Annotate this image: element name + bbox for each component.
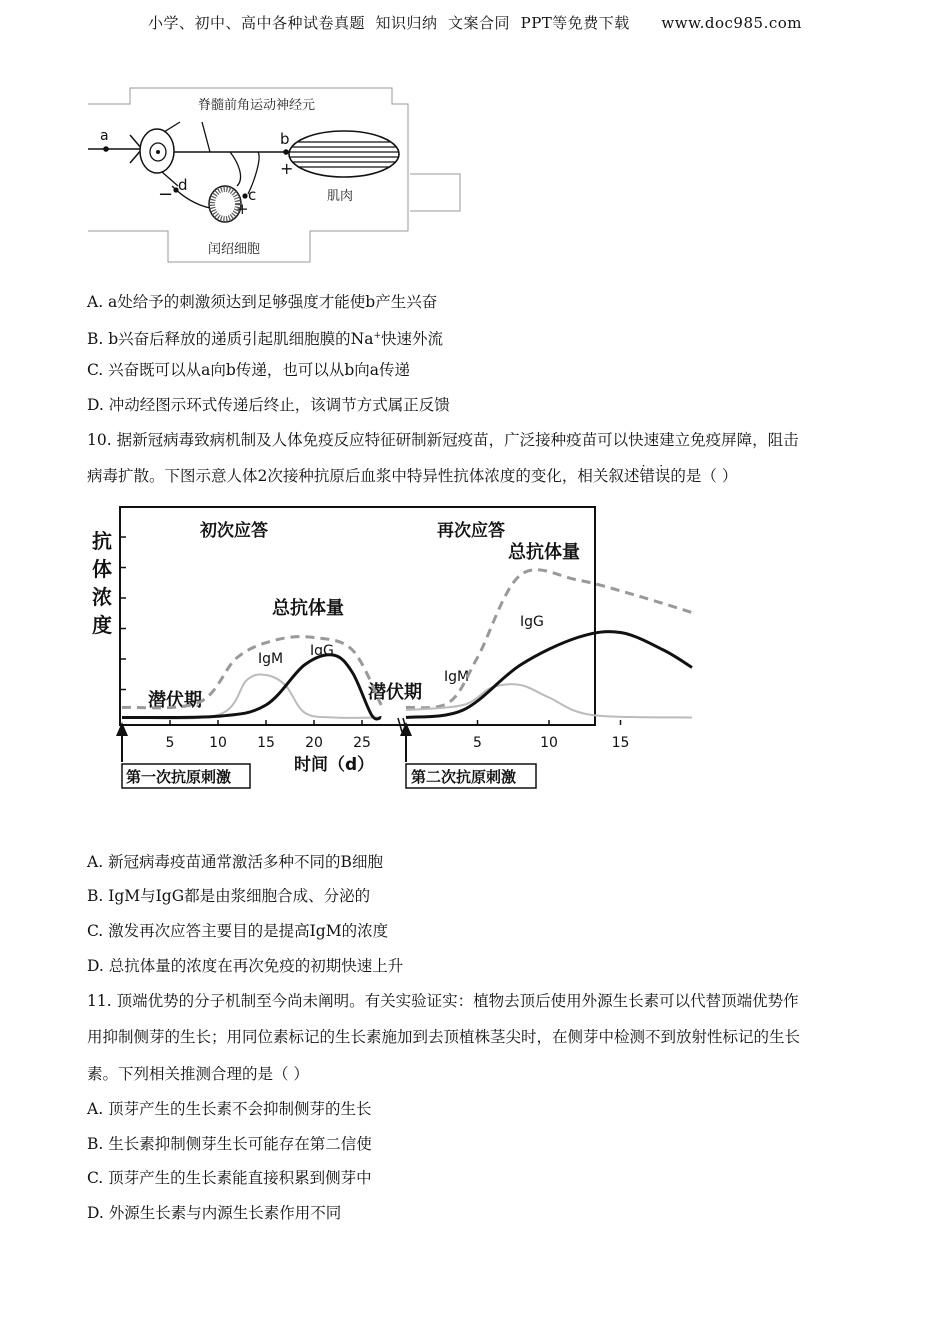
q9-option-c: C. 兴奋既可以从a向b传递，也可以从b向a传递 <box>87 361 410 379</box>
igm-line-secondary <box>406 684 692 717</box>
label-b: b <box>280 130 290 148</box>
total-antibody-line-secondary <box>406 570 692 708</box>
total-label-primary: 总抗体量 <box>272 598 344 619</box>
q10-option-d: D. 总抗体量的浓度在再次免疫的初期快速上升 <box>87 957 404 975</box>
second-stimulus-label: 第二次抗原刺激 <box>411 768 517 786</box>
label-a: a <box>100 128 109 144</box>
y-label-1: 抗 <box>92 529 112 553</box>
total-label-secondary: 总抗体量 <box>508 542 580 563</box>
y-label-3: 浓 <box>92 585 112 609</box>
latent-label-secondary: 潜伏期 <box>368 682 422 703</box>
x-first-tick-label: 10 <box>209 735 227 751</box>
emphasis-wrong: 错误 · · <box>639 467 670 485</box>
q10-stem-line1: 10. 据新冠病毒致病机制及人体免疫反应特征研制新冠疫苗，广泛接种疫苗可以快速建立免疫屏障，阻击 <box>87 431 799 449</box>
first-stimulus-label: 第一次抗原刺激 <box>126 768 232 786</box>
page-header: 小学、初中、高中各种试卷真题 知识归纳 文案合同 PPT等免费下载 www.doc985.com <box>147 14 802 32</box>
q11-option-d: D. 外源生长素与内源生长素作用不同 <box>87 1204 342 1222</box>
diagram-frame <box>88 88 460 262</box>
x-first-tick-label: 25 <box>353 735 371 751</box>
x-first-tick-label: 20 <box>305 735 323 751</box>
igm-label-secondary: IgM <box>444 669 470 685</box>
q11-stem-line2: 用抑制侧芽的生长；用同位素标记的生长素施加到去顶植株茎尖时，在侧芽中检测不到放射性标记的生长 <box>87 1028 801 1046</box>
muscle-icon <box>289 131 399 177</box>
q11-option-b: B. 生长素抑制侧芽生长可能存在第二信使 <box>87 1135 372 1153</box>
q9-option-b: B. b兴奋后释放的递质引起肌细胞膜的Na+快速外流 <box>87 330 444 349</box>
x-first-tick-label: 15 <box>257 735 275 751</box>
x-second-tick-label: 5 <box>473 735 482 751</box>
x-axis-label: 时间（d） <box>294 755 375 775</box>
x-second-tick-label: 10 <box>540 735 558 751</box>
y-label-2: 体 <box>92 557 112 581</box>
secondary-response-label: 再次应答 <box>437 521 505 541</box>
muscle-label: 肌肉 <box>327 189 354 204</box>
minus-d: − <box>158 184 174 205</box>
q9-option-a: A. a处给予的刺激须达到足够强度才能使b产生兴奋 <box>87 293 438 311</box>
q11-stem-line3: 素。下列相关推测合理的是（ ） <box>87 1065 309 1083</box>
igm-label-primary: IgM <box>258 651 284 667</box>
label-c: c <box>248 186 257 204</box>
q11-stem-line1: 11. 顶端优势的分子机制至今尚未阐明。有关实验证实：植物去顶后使用外源生长素可以代替顶端优势作 <box>87 992 799 1010</box>
x-second-tick-label: 15 <box>611 735 630 751</box>
q10-option-a: A. 新冠病毒疫苗通常激活多种不同的B细胞 <box>87 853 383 871</box>
q11-option-a: A. 顶芽产生的生长素不会抑制侧芽的生长 <box>87 1100 372 1118</box>
q10-option-c: C. 激发再次应答主要目的是提高IgM的浓度 <box>87 922 389 940</box>
neuron-diagram <box>80 86 470 266</box>
first-stimulus-arrow <box>116 722 128 762</box>
x-first-tick-label: 5 <box>165 735 175 751</box>
y-label-4: 度 <box>92 613 112 637</box>
diagram-title: 脊髓前角运动神经元 <box>198 98 316 113</box>
igg-label-primary: IgG <box>310 643 334 659</box>
q10-option-b: B. IgM与IgG都是由浆细胞合成、分泌的 <box>87 887 371 905</box>
primary-response-label: 初次应答 <box>200 521 268 541</box>
latent-label-primary: 潜伏期 <box>148 690 202 711</box>
plus-c: + <box>236 200 249 218</box>
q10-stem-line2: 病毒扩散。下图示意人体2次接种抗原后血浆中特异性抗体浓度的变化，相关叙述错误 · ·的是（ ） <box>87 466 737 486</box>
second-stimulus-arrow <box>400 722 412 762</box>
label-d: d <box>178 176 188 194</box>
antibody-chart <box>80 500 630 800</box>
renshaw-label: 闰绍细胞 <box>208 242 261 257</box>
q9-option-d: D. 冲动经图示环式传递后终止，该调节方式属正反馈 <box>87 396 450 414</box>
igg-label-secondary: IgG <box>520 614 544 630</box>
q11-option-c: C. 顶芽产生的生长素能直接积累到侧芽中 <box>87 1169 372 1187</box>
plus-b: + <box>280 159 294 178</box>
